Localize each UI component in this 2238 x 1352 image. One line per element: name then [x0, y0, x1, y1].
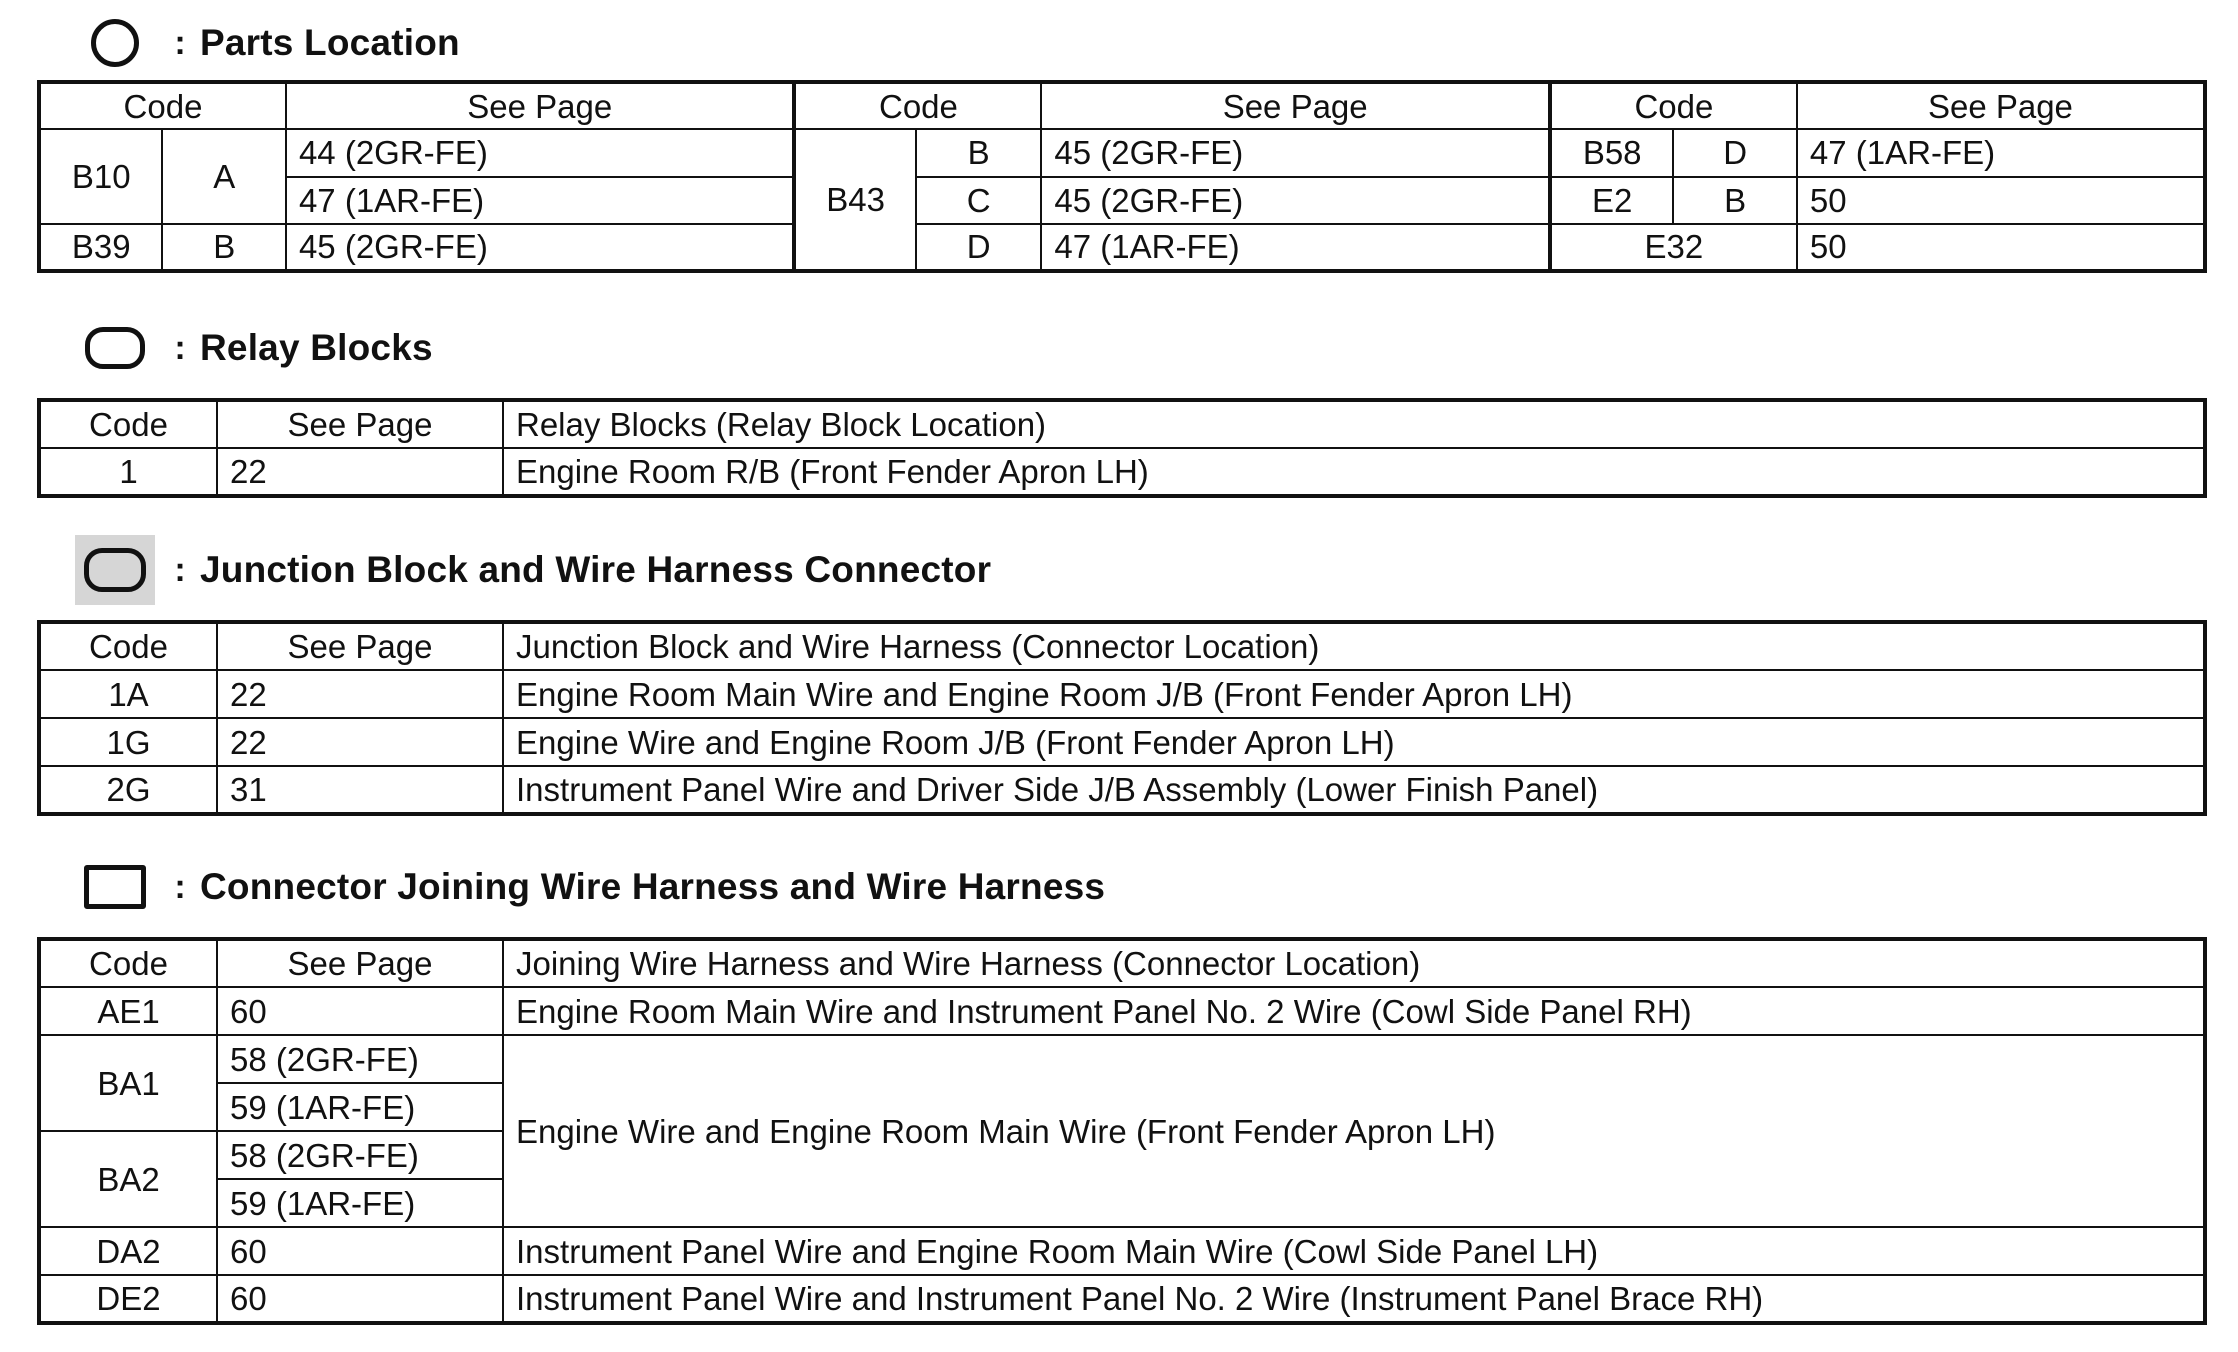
- table-row: [39, 448, 2205, 496]
- table-row: [39, 987, 2205, 1035]
- colon: :: [174, 328, 186, 367]
- code-cell: B43: [794, 129, 915, 271]
- parts-location-header: [70, 13, 460, 73]
- page-cell: 60: [217, 987, 503, 1035]
- letter-cell: B: [1673, 177, 1796, 224]
- section-title: Junction Block and Wire Harness Connector: [200, 549, 992, 590]
- header-code: Code: [39, 82, 286, 129]
- letter-cell: A: [162, 129, 285, 224]
- code-cell: AE1: [39, 987, 217, 1035]
- colon: :: [174, 867, 186, 906]
- page-cell: 45 (2GR-FE): [286, 224, 795, 271]
- code-cell: 1A: [39, 670, 217, 718]
- table-row: [39, 670, 2205, 718]
- header-description: Junction Block and Wire Harness (Connector Location): [503, 622, 2205, 670]
- joining-connector-header: [70, 857, 1105, 917]
- section-title: Relay Blocks: [200, 327, 433, 368]
- page-cell: 31: [217, 766, 503, 814]
- description-cell: Engine Wire and Engine Room J/B (Front Fender Apron LH): [503, 718, 2205, 766]
- table-row: [39, 718, 2205, 766]
- page-cell: 22: [217, 718, 503, 766]
- letter-cell: B: [916, 129, 1042, 176]
- joining-connector-table: [37, 937, 2207, 1325]
- page-cell: 47 (1AR-FE): [1797, 129, 2205, 176]
- description-cell: Instrument Panel Wire and Engine Room Main Wire (Cowl Side Panel LH): [503, 1227, 2205, 1275]
- table-row: [39, 177, 2205, 224]
- table-header-row: [39, 939, 2205, 987]
- code-cell: B39: [39, 224, 162, 271]
- page-cell: 22: [217, 670, 503, 718]
- section-title: Connector Joining Wire Harness and Wire Harness: [200, 866, 1106, 907]
- code-cell: DE2: [39, 1275, 217, 1323]
- header-see-page: See Page: [286, 82, 795, 129]
- header-see-page: See Page: [217, 939, 503, 987]
- code-cell: BA2: [39, 1131, 217, 1227]
- header-code: Code: [39, 939, 217, 987]
- circle-symbol-icon: [70, 13, 160, 73]
- header-code: Code: [794, 82, 1041, 129]
- code-cell: 1G: [39, 718, 217, 766]
- header-code: Code: [1550, 82, 1797, 129]
- page-cell: 59 (1AR-FE): [217, 1179, 503, 1227]
- table-row: [39, 224, 2205, 271]
- code-cell: BA1: [39, 1035, 217, 1131]
- description-cell: Instrument Panel Wire and Driver Side J/B Assembly (Lower Finish Panel): [503, 766, 2205, 814]
- page-cell: 45 (2GR-FE): [1041, 177, 1550, 224]
- header-description: Joining Wire Harness and Wire Harness (Connector Location): [503, 939, 2205, 987]
- rectangle-symbol-icon: [70, 857, 160, 917]
- table-header-row: [39, 82, 2205, 129]
- code-cell: 2G: [39, 766, 217, 814]
- header-see-page: See Page: [1797, 82, 2205, 129]
- table-row: [39, 1275, 2205, 1323]
- page-cell: 44 (2GR-FE): [286, 129, 795, 176]
- table-row: [39, 1227, 2205, 1275]
- code-cell: B10: [39, 129, 162, 224]
- table-row: [39, 766, 2205, 814]
- page-cell: 58 (2GR-FE): [217, 1035, 503, 1083]
- relay-blocks-header: [70, 318, 433, 378]
- page-cell: 47 (1AR-FE): [286, 177, 795, 224]
- page-cell: 58 (2GR-FE): [217, 1131, 503, 1179]
- header-code: Code: [39, 622, 217, 670]
- code-cell: E32: [1550, 224, 1797, 271]
- section-title: Parts Location: [200, 22, 460, 63]
- table-header-row: [39, 400, 2205, 448]
- page-cell: 45 (2GR-FE): [1041, 129, 1550, 176]
- letter-cell: D: [916, 224, 1042, 271]
- colon: :: [174, 550, 186, 589]
- page-cell: 60: [217, 1275, 503, 1323]
- header-see-page: See Page: [217, 622, 503, 670]
- colon: :: [174, 23, 186, 62]
- code-cell: E2: [1550, 177, 1673, 224]
- description-cell: Engine Room R/B (Front Fender Apron LH): [503, 448, 2205, 496]
- description-cell: Engine Wire and Engine Room Main Wire (Front Fender Apron LH): [503, 1035, 2205, 1227]
- header-description: Relay Blocks (Relay Block Location): [503, 400, 2205, 448]
- page-cell: 22: [217, 448, 503, 496]
- description-cell: Engine Room Main Wire and Engine Room J/B (Front Fender Apron LH): [503, 670, 2205, 718]
- code-cell: B58: [1550, 129, 1673, 176]
- table-header-row: [39, 622, 2205, 670]
- letter-cell: B: [162, 224, 285, 271]
- junction-block-table: [37, 620, 2207, 816]
- letter-cell: D: [1673, 129, 1796, 176]
- table-row: [39, 1035, 2205, 1083]
- page-cell: 59 (1AR-FE): [217, 1083, 503, 1131]
- page-cell: 47 (1AR-FE): [1041, 224, 1550, 271]
- table-row: [39, 129, 2205, 176]
- code-cell: 1: [39, 448, 217, 496]
- page-cell: 50: [1797, 224, 2205, 271]
- letter-cell: C: [916, 177, 1042, 224]
- page-cell: 50: [1797, 177, 2205, 224]
- gray-oval-symbol-icon: [70, 540, 160, 600]
- relay-blocks-table: [37, 398, 2207, 498]
- junction-block-header: [70, 540, 991, 600]
- header-see-page: See Page: [1041, 82, 1550, 129]
- header-see-page: See Page: [217, 400, 503, 448]
- oval-symbol-icon: [70, 318, 160, 378]
- header-code: Code: [39, 400, 217, 448]
- description-cell: Instrument Panel Wire and Instrument Panel No. 2 Wire (Instrument Panel Brace RH): [503, 1275, 2205, 1323]
- parts-location-table: [37, 80, 2207, 273]
- code-cell: DA2: [39, 1227, 217, 1275]
- page-cell: 60: [217, 1227, 503, 1275]
- description-cell: Engine Room Main Wire and Instrument Panel No. 2 Wire (Cowl Side Panel RH): [503, 987, 2205, 1035]
